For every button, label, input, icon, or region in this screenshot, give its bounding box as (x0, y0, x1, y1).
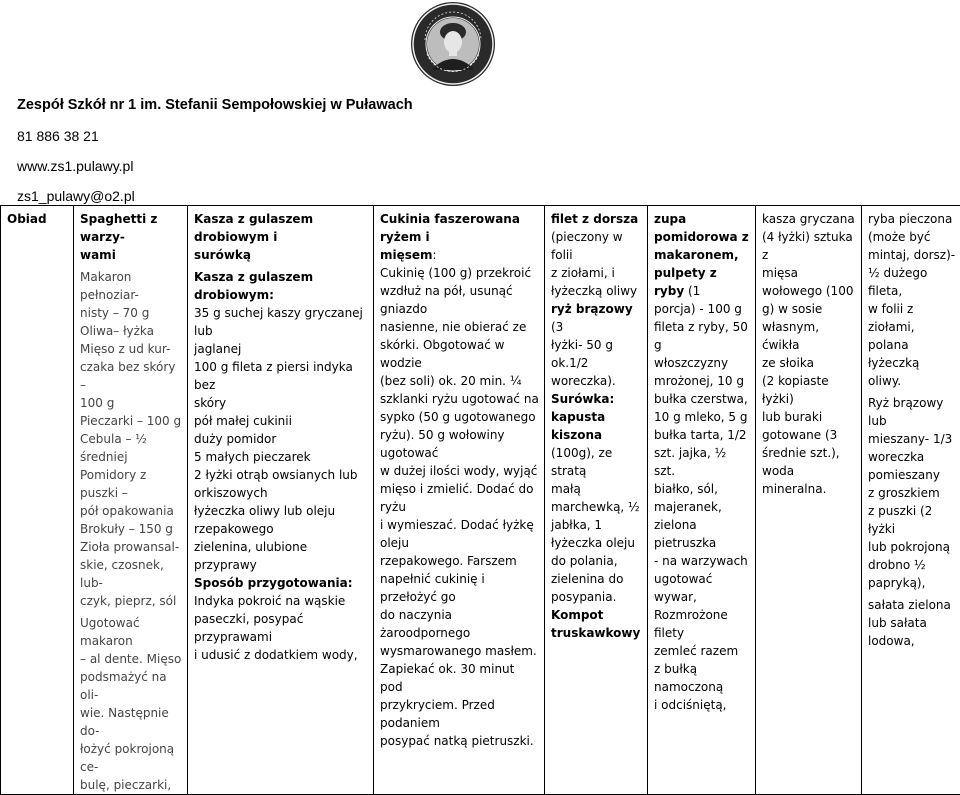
recipe-text: (100g), ze stratą małą marchewką, ½ jabłka, 1 łyżeczka oleju do polania, zielenina do posypania. (551, 446, 640, 604)
recipe-text: (3 łyżki- 50 g ok.1/2 woreczka). (551, 320, 616, 388)
menu-cell-dorsz (545, 206, 648, 795)
dish-heading: zupa pomidorowa z makaronem, pulpety z ryby (654, 212, 749, 298)
salad-heading: Surówka: kapusta kiszona (551, 392, 614, 442)
menu-cell-zupa (648, 206, 756, 795)
dish-heading: Kasza z gulaszem drobiowym i surówką (194, 210, 369, 264)
menu-cell-spaghetti (74, 206, 188, 795)
method-title: Sposób przygotowania: (194, 574, 369, 592)
day-label: Obiad (7, 212, 47, 226)
recipe-text: Ryż brązowy lub mieszany- 1/3 woreczka pomieszany z groszkiem z puszki (2 łyżki lub pokrojoną drobno ½ papryką), (868, 394, 956, 592)
dish-heading: Spaghetti z warzy- wami (80, 210, 183, 264)
ingredients-text: 35 g suchej kaszy gryczanej lub jaglanej 100 g fileta z piersi indyka bez skóry pół małej cukinii duży pomidor 5 małych pieczarek 2 łyżki otrąb owsianych lub orkiszowych łyżeczka oliwy lub oleju rzepakowego zielenina, ulubione przyprawy (194, 304, 369, 574)
recipe-text: Cukinię (100 g) przekroić wzdłuż na pół, usunąć gniazdo nasienne, nie obierać ze skórki. Obgotować w wodzie (bez soli) ok. 20 min. ¼ szklanki ryżu ugotować na sypko (50 g ugotowanego ryżu). 50 g wołowiny ugotować w dużej ilości wody, wyjąć mięso i zmielić. Dodać do ryżu i wymieszać. Dodać łyżkę oleju rzepakowego. Farszem napełnić cukinię i przełożyć go do naczynia żaroodpornego wysmarowanego masłem. Zapiekać ok. 30 minut pod przykryciem. Przed podaniem posypać natką pietruszki. (380, 264, 540, 750)
recipe-text: (pieczony w folii z ziołami, i łyżeczką oliwy (551, 230, 637, 298)
email-address: zs1_pulawy@o2.pl (17, 188, 135, 204)
recipe-text: kasza gryczana (4 łyżki) sztuka z mięsa wołowego (100 g) w sosie własnym, ćwikła ze słoika (2 kopiaste łyżki) lub buraki gotowane (3 średnie szt.), woda mineralna. (762, 210, 857, 498)
recipe-text: (1 porcja) - 100 g fileta z ryby, 50 g włoszczyzny mrożonej, 10 g bułka czerstwa, 10 g mleko, 5 g bułka tarta, 1/2 szt. jajka, ½ szt. białko, sól, majeranek, zielona pietruszka - na warzywach ugotować wywar, Rozmrożone filety zemleć razem z bułką namoczoną i odciśniętą, (654, 284, 748, 712)
phone-number: 81 886 38 21 (17, 128, 99, 144)
table-row (1, 206, 960, 795)
menu-cell-cukinia (374, 206, 545, 795)
dish-heading: Cukinia faszerowana ryżem i mięsem (380, 212, 520, 262)
dish-subheading: Kasza z gulaszem drobiowym: (194, 268, 369, 304)
school-name: Zespół Szkół nr 1 im. Stefanii Sempołowskiej w Puławach (17, 97, 413, 113)
day-label-cell (1, 206, 74, 795)
dish-heading: filet z dorsza (551, 210, 643, 228)
school-seal-logo (411, 2, 495, 86)
drink-heading: Kompot truskawkowy (551, 608, 640, 640)
seal-portrait-graphic (411, 2, 495, 86)
menu-cell-ryba (862, 206, 960, 795)
side-dish-heading: ryż brązowy (551, 302, 633, 316)
menu-cell-kasza (188, 206, 374, 795)
menu-cell-kasza-gryczana (756, 206, 862, 795)
menu-table (0, 205, 960, 795)
method-text: Indyka pokroić na wąskie paseczki, posypać przyprawami i udusić z dodatkiem wody, (194, 592, 369, 664)
recipe-text: ryba pieczona (może być mintaj, dorsz)- ½ dużego fileta, w folii z ziołami, polana łyżeczką oliwy. (868, 210, 956, 390)
method-text: Ugotować makaron – al dente. Mięso podsmażyć na oli- wie. Następnie do- łożyć pokrojoną ce- bulę, pieczarki, (80, 614, 183, 794)
website-address: www.zs1.pulawy.pl (17, 158, 133, 174)
dish-heading-suffix: : (433, 248, 437, 262)
recipe-text: sałata zielona lub sałata lodowa, (868, 596, 956, 650)
ingredients-text: Makaron pełnoziar- nisty – 70 g Oliwa– łyżka Mięso z ud kur- czaka bez skóry – 100 g Pieczarki – 100 g Cebula – ½ średniej Pomidory z puszki – pół opakowania Brokuły – 150 g Zioła prowansal- skie, czosnek, lub- czyk, pieprz, sól (80, 268, 183, 610)
